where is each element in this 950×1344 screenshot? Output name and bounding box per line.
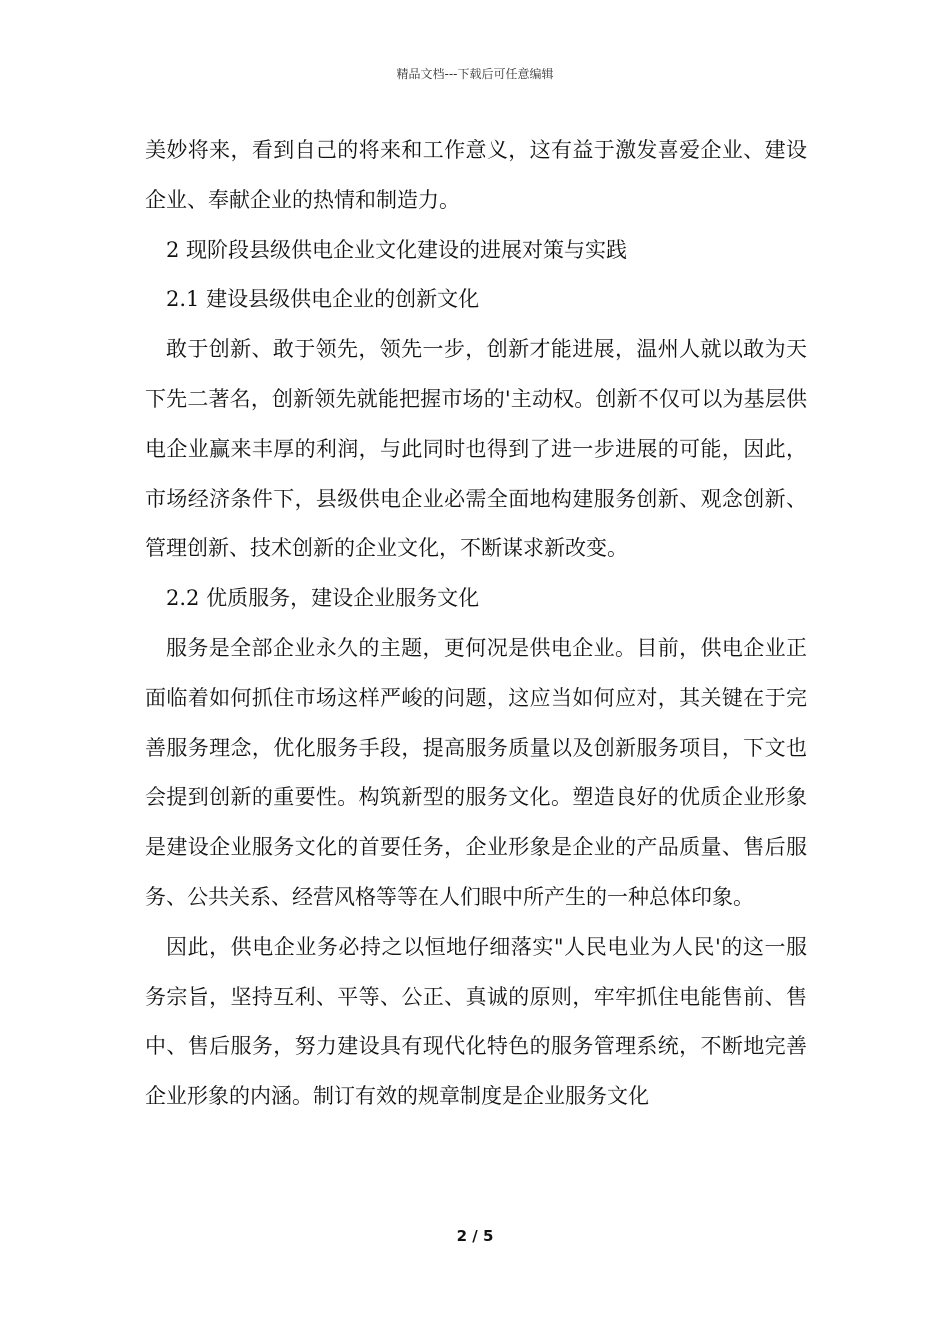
paragraph-innovation: 敢于创新、敢于领先，领先一步，创新才能进展，温州人就以敢为天下先二著名，创新领先就能把握市场的'主动权。创新不仅可以为基层供电企业赢来丰厚的利润，与此同时也得到了进一步进展的可能，因此，市场经济条件下，县级供电企业必需全面地构建服务创新、观念创新、管理创新、技术创新的企业文化，不断谋求新改变。 [145, 337, 807, 561]
document-body [145, 126, 807, 1122]
page-number: 2 / 5 [456, 1227, 494, 1245]
page-header: 精品文档---下载后可任意编辑 [396, 67, 554, 81]
paragraph-service: 服务是全部企业永久的主题，更何况是供电企业。目前，供电企业正面临着如何抓住市场这样严峻的问题，这应当如何应对，其关键在于完善服务理念，优化服务手段，提高服务质量以及创新服务项目，下文也会提到创新的重要性。构筑新型的服务文化。塑造良好的优质企业形象是建设企业服务文化的首要任务，企业形象是企业的产品质量、售后服务、公共关系、经营风格等等在人们眼中所产生的一种总体印象。 [145, 635, 807, 909]
paragraph-therefore: 因此，供电企业务必持之以恒地仔细落实"人民电业为人民'的这一服务宗旨，坚持互利、平等、公正、真诚的原则，牢牢抓住电能售前、售中、售后服务，努力建设具有现代化特色的服务管理系统，不断地完善企业形象的内涵。制订有效的规章制度是企业服务文化 [145, 934, 807, 1109]
subsection-heading-2-2: 2.2 优质服务，建设企业服务文化 [166, 586, 480, 611]
paragraph-continued: 美妙将来，看到自己的将来和工作意义，这有益于激发喜爱企业、建设企业、奉献企业的热情和制造力。 [145, 138, 807, 212]
subsection-heading-2-1: 2.1 建设县级供电企业的创新文化 [166, 287, 480, 312]
section-heading-2: 2 现阶段县级供电企业文化建设的进展对策与实践 [166, 237, 628, 262]
